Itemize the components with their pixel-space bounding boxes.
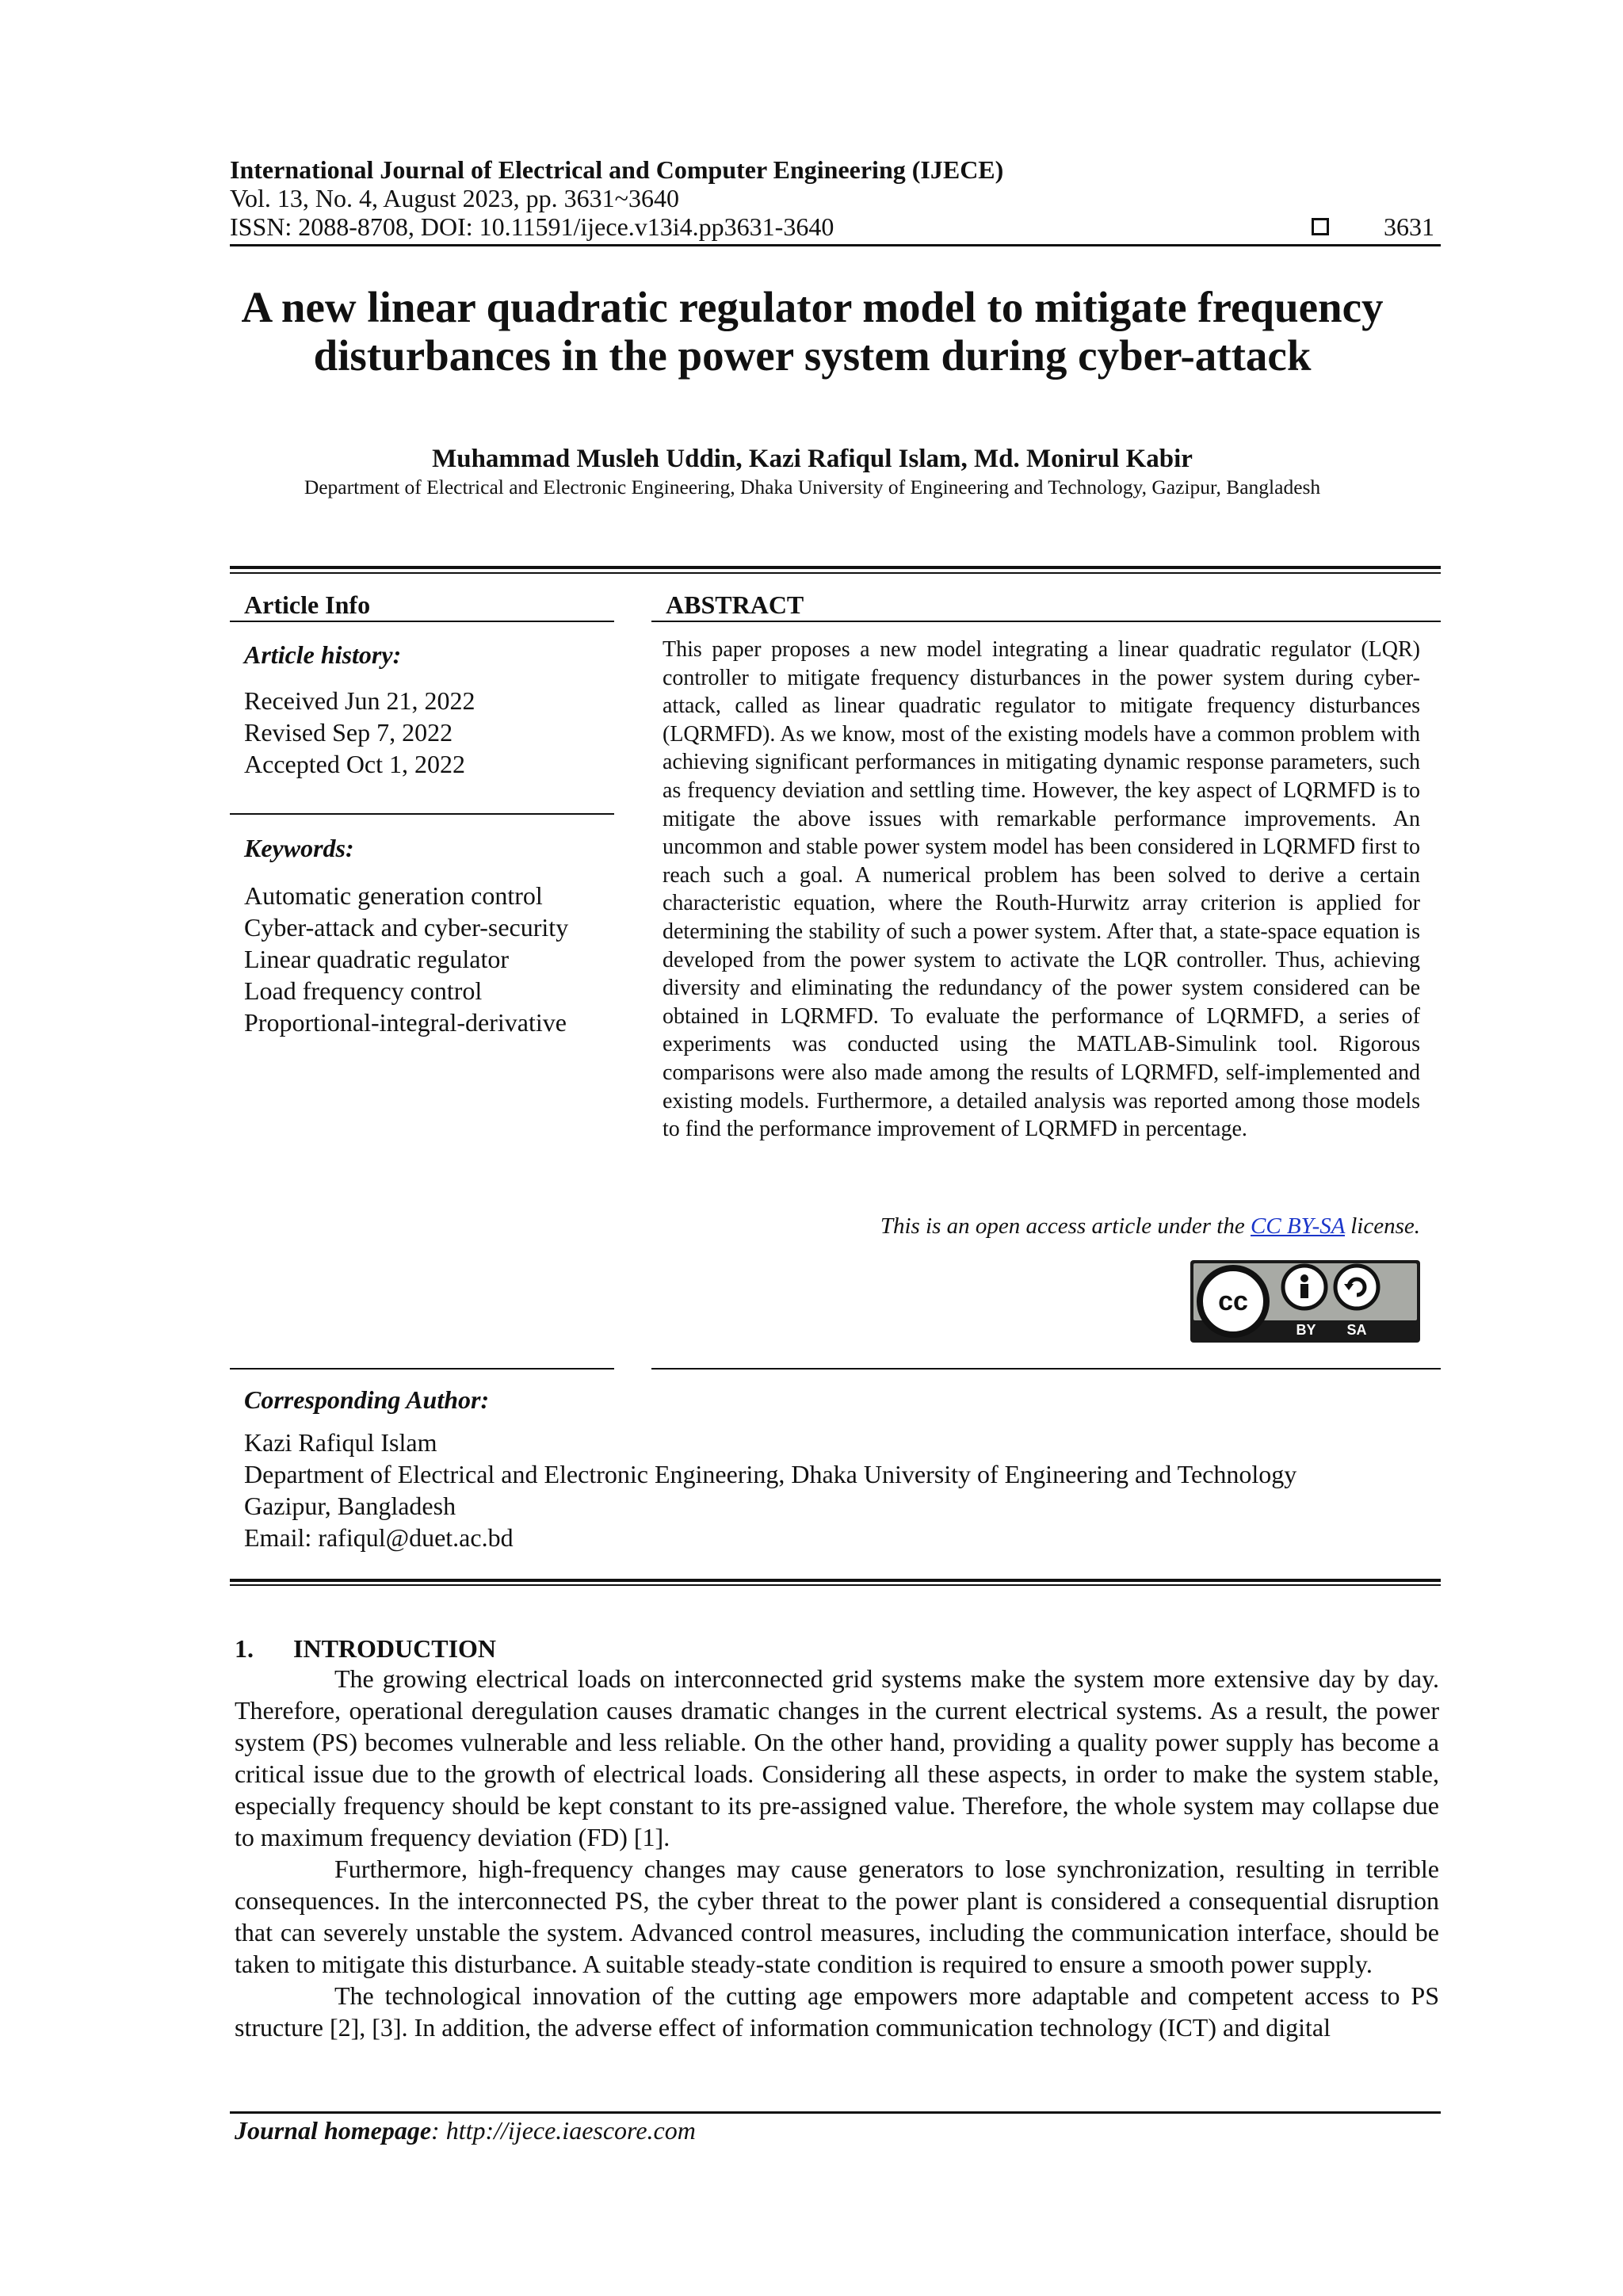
info-bottom-rule (230, 1579, 1441, 1582)
volume-info: Vol. 13, No. 4, August 2023, pp. 3631~3640 (230, 184, 679, 212)
authors: Muhammad Musleh Uddin, Kazi Rafiqul Islam, Md. Monirul Kabir (432, 445, 1193, 473)
page-number: 3631 (1384, 212, 1434, 241)
article-info-heading: Article Info (244, 590, 371, 619)
keywords-list (244, 880, 568, 1038)
abstract-paragraph: This paper proposes a new model integrating a linear quadratic regulator (LQR) controller to mitigate frequency disturbances in the power system during cyber-attack, called as linear quadratic regulator to mitigate frequency disturbances (LQRMFD). As we know, most of the existing models have a common problem with achieving significant performances in mitigating dynamic response parameters, such as frequency deviation and settling time. However, the key aspect of LQRMFD is to mitigate the above issues with remarkable performance improvements. An uncommon and stable power system model has been considered in LQRMFD first to reach such a goal. A numerical problem has been solved to derive a certain characteristic equation, where the Routh-Hurwitz array criterion is applied for determining the stability of such a power system. After that, a state-space equation is developed from the power system to activate the LQR controller. Thus, achieving diversity and eliminating the redundancy of the power system considered can be obtained in LQRMFD. To evaluate the performance of LQRMFD, a series of experiments was conducted using the MATLAB-Simulink tool. Rigorous comparisons were also made among the results of LQRMFD, self-implemented and existing models. Furthermore, a detailed analysis was reported among those models to find the performance improvement of LQRMFD in percentage. (663, 637, 1420, 1142)
homepage-label: Journal homepage (235, 2116, 432, 2145)
homepage-url[interactable]: http://ijece.iaescore.com (445, 2116, 696, 2145)
corresponding-city: Gazipur, Bangladesh (244, 1492, 456, 1520)
article-history-heading: Article history: (244, 640, 402, 669)
sa-share-icon (1335, 1266, 1378, 1308)
keyword: Linear quadratic regulator (244, 945, 510, 973)
info-top-rule-thin (230, 572, 1441, 574)
title-line-2: disturbances in the power system during cyber-attack (313, 331, 1312, 380)
license-suffix: license. (1344, 1213, 1420, 1239)
keywords-heading: Keywords: (244, 834, 354, 862)
affiliation: Department of Electrical and Electronic Engineering, Dhaka University of Engineering and Technology, Gazipur, Bangladesh (304, 476, 1321, 499)
introduction-heading (235, 1634, 496, 1663)
square-bullet-icon (1312, 218, 1329, 235)
corresponding-details (244, 1427, 1433, 1553)
revised-date: Revised Sep 7, 2022 (244, 718, 453, 747)
keyword: Load frequency control (244, 976, 483, 1005)
keyword: Proportional-integral-derivative (244, 1008, 567, 1037)
header-rule (230, 244, 1441, 246)
issn-doi: ISSN: 2088-8708, DOI: 10.11591/ijece.v13i4.pp3631-3640 (230, 212, 834, 241)
info-bottom-rule-thin (230, 1584, 1441, 1586)
corresponding-name: Kazi Rafiqul Islam (244, 1428, 437, 1457)
license-prefix: This is an open access article under the (880, 1213, 1251, 1239)
corresponding-dept: Department of Electrical and Electronic Engineering, Dhaka University of Engineering and Technology (244, 1460, 1297, 1488)
section-title: INTRODUCTION (293, 1634, 497, 1663)
abstract-body (663, 636, 1420, 1144)
page-number-block (1312, 212, 1434, 241)
section-number: 1. (235, 1634, 254, 1663)
footer-rule (230, 2111, 1441, 2114)
abstract-rule (651, 621, 1441, 622)
keyword: Cyber-attack and cyber-security (244, 913, 569, 942)
keywords-rule (230, 813, 614, 815)
license-statement (663, 1213, 1420, 1240)
cc-label: cc (1218, 1286, 1248, 1316)
introduction-body (235, 1663, 1439, 2043)
corresponding-heading: Corresponding Author: (244, 1385, 490, 1414)
intro-paragraph: Furthermore, high-frequency changes may cause generators to lose synchronization, resulting in terrible consequences. In the interconnected PS, the cyber threat to the power plant is considered a consequential disruption that can severely unstable the system. Advanced control measures, including the communication interface, should be taken to mitigate this disturbance. A suitable steady-state condition is required to ensure a smooth power supply. (235, 1855, 1439, 1978)
abstract-bottom-rule (651, 1368, 1441, 1370)
corresponding-email: Email: rafiqul@duet.ac.bd (244, 1523, 514, 1552)
accepted-date: Accepted Oct 1, 2022 (244, 750, 466, 778)
sa-label: SA (1346, 1322, 1367, 1338)
journal-name: International Journal of Electrical and Computer Engineering (IJECE) (230, 155, 1004, 184)
info-top-rule (230, 566, 1441, 569)
article-history-list (244, 685, 475, 780)
intro-paragraph: The technological innovation of the cutting age empowers more adaptable and competent access to PS structure [2], [3]. In addition, the adverse effect of information communication technology (ICT) and digital (235, 1981, 1439, 2042)
cc-by-sa-link[interactable]: CC BY-SA (1251, 1213, 1345, 1239)
article-info-rule (230, 621, 614, 622)
title-line-1: A new linear quadratic regulator model to mitigate frequency (241, 283, 1384, 331)
journal-homepage: Journal homepage: http://ijece.iaescore.com (235, 2116, 696, 2145)
paper-title (182, 283, 1442, 380)
abstract-heading: ABSTRACT (666, 590, 804, 619)
cc-by-sa-badge[interactable] (1190, 1260, 1420, 1343)
article-info-bottom-rule (230, 1368, 614, 1370)
received-date: Received Jun 21, 2022 (244, 686, 475, 715)
by-label: BY (1296, 1322, 1316, 1338)
intro-paragraph: The growing electrical loads on interconnected grid systems make the system more extensive day by day. Therefore, operational deregulation causes dramatic changes in the current electrical systems. As a result, the power system (PS) becomes vulnerable and less reliable. On the other hand, providing a quality power supply has become a critical issue due to the growth of electrical loads. Considering all these aspects, in order to make the system stable, especially frequency should be kept constant to its pre-assigned value. Therefore, the whole system may collapse due to maximum frequency deviation (FD) [1]. (235, 1664, 1439, 1851)
keyword: Automatic generation control (244, 881, 543, 910)
